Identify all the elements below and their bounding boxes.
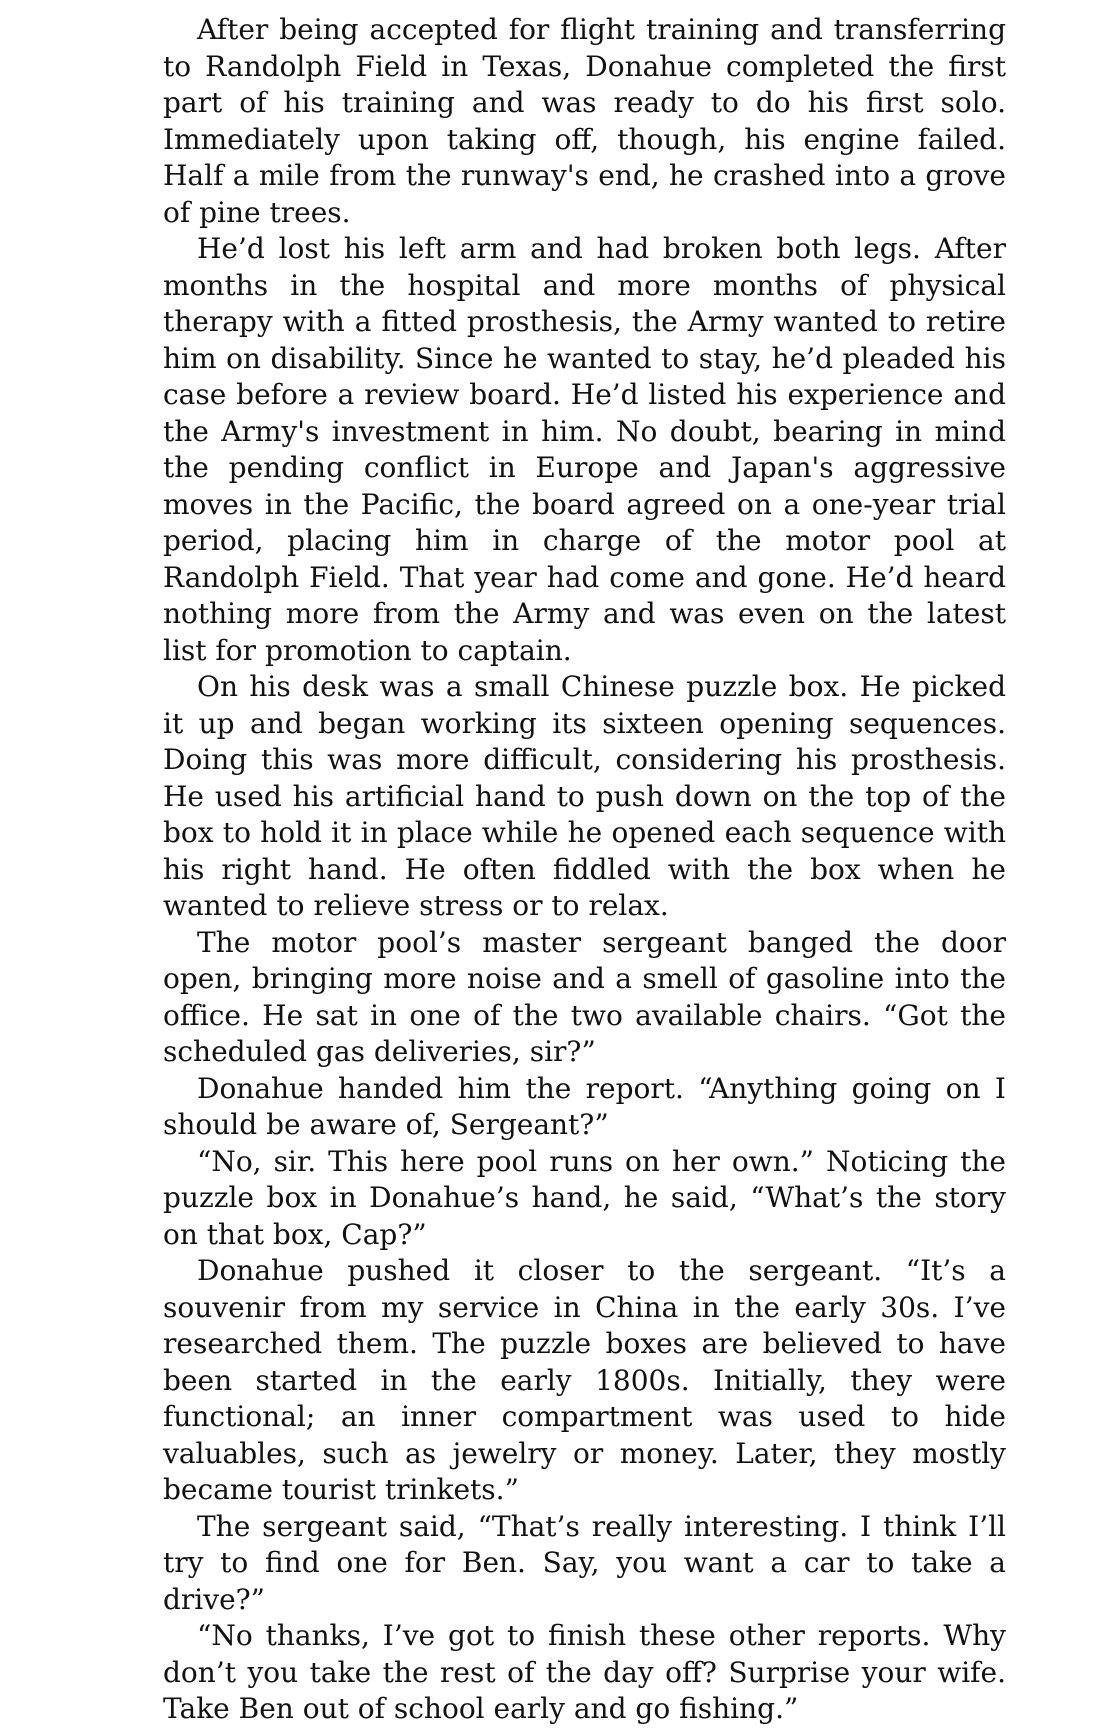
paragraph-5: Donahue handed him the report. “Anything going on I should be aware of, Sergeant?” <box>163 1071 1006 1141</box>
paragraph-6: “No, sir. This here pool runs on her own.” Noticing the puzzle box in Donahue’s hand, he said, “What’s the story on that box, Cap?” <box>163 1144 1006 1251</box>
paragraph-2: He’d lost his left arm and had broken both legs. After months in the hospital and more months of physical therapy with a fitted prosthesis, the Army wanted to retire him on disability. Since he wanted to stay, he’d pleaded his case before a review board. He’d listed his experience and the Army's investment in him. No doubt, bearing in mind the pending conflict in Europe and Japan's aggressive moves in the Pacific, the board agreed on a one-year trial period, placing him in charge of the motor pool at Randolph Field. That year had come and gone. He’d heard nothing more from the Army and was even on the latest list for promotion to captain. <box>163 232 1006 667</box>
paragraph-9: “No thanks, I’ve got to finish these other reports. Why don’t you take the rest of the day off? Surprise your wife. Take Ben out of school early and go fishing.” <box>163 1619 1006 1725</box>
paragraph-4: The motor pool’s master sergeant banged the door open, bringing more noise and a smell of gasoline into the office. He sat in one of the two available chairs. “Got the scheduled gas deliveries, sir?” <box>163 925 1006 1068</box>
paragraph-1: After being accepted for flight training and transferring to Randolph Field in Texas, Donahue completed the first part of his training and was ready to do his first solo. Immediately upon taking off, though, his engine failed. Half a mile from the runway's end, he crashed into a grove of pine trees. <box>163 13 1006 229</box>
paragraph-8: The sergeant said, “That’s really interesting. I think I’ll try to find one for Ben. Say, you want a car to take a drive?” <box>163 1509 1006 1616</box>
paragraph-3: On his desk was a small Chinese puzzle box. He picked it up and began working its sixteen opening sequences. Doing this was more difficult, considering his prosthesis. He used his artificial hand to push down on the top of the box to hold it in place while he opened each sequence with his right hand. He often fiddled with the box when he wanted to relieve stress or to relax. <box>163 670 1006 922</box>
paragraph-7: Donahue pushed it closer to the sergeant. “It’s a souvenir from my service in China in the early 30s. I’ve researched them. The puzzle boxes are believed to have been started in the early 1800s. Initially, they were functional; an inner compartment was used to hide valuables, such as jewelry or money. Later, they mostly became tourist trinkets.” <box>163 1254 1006 1506</box>
document-page <box>163 12 1006 1728</box>
